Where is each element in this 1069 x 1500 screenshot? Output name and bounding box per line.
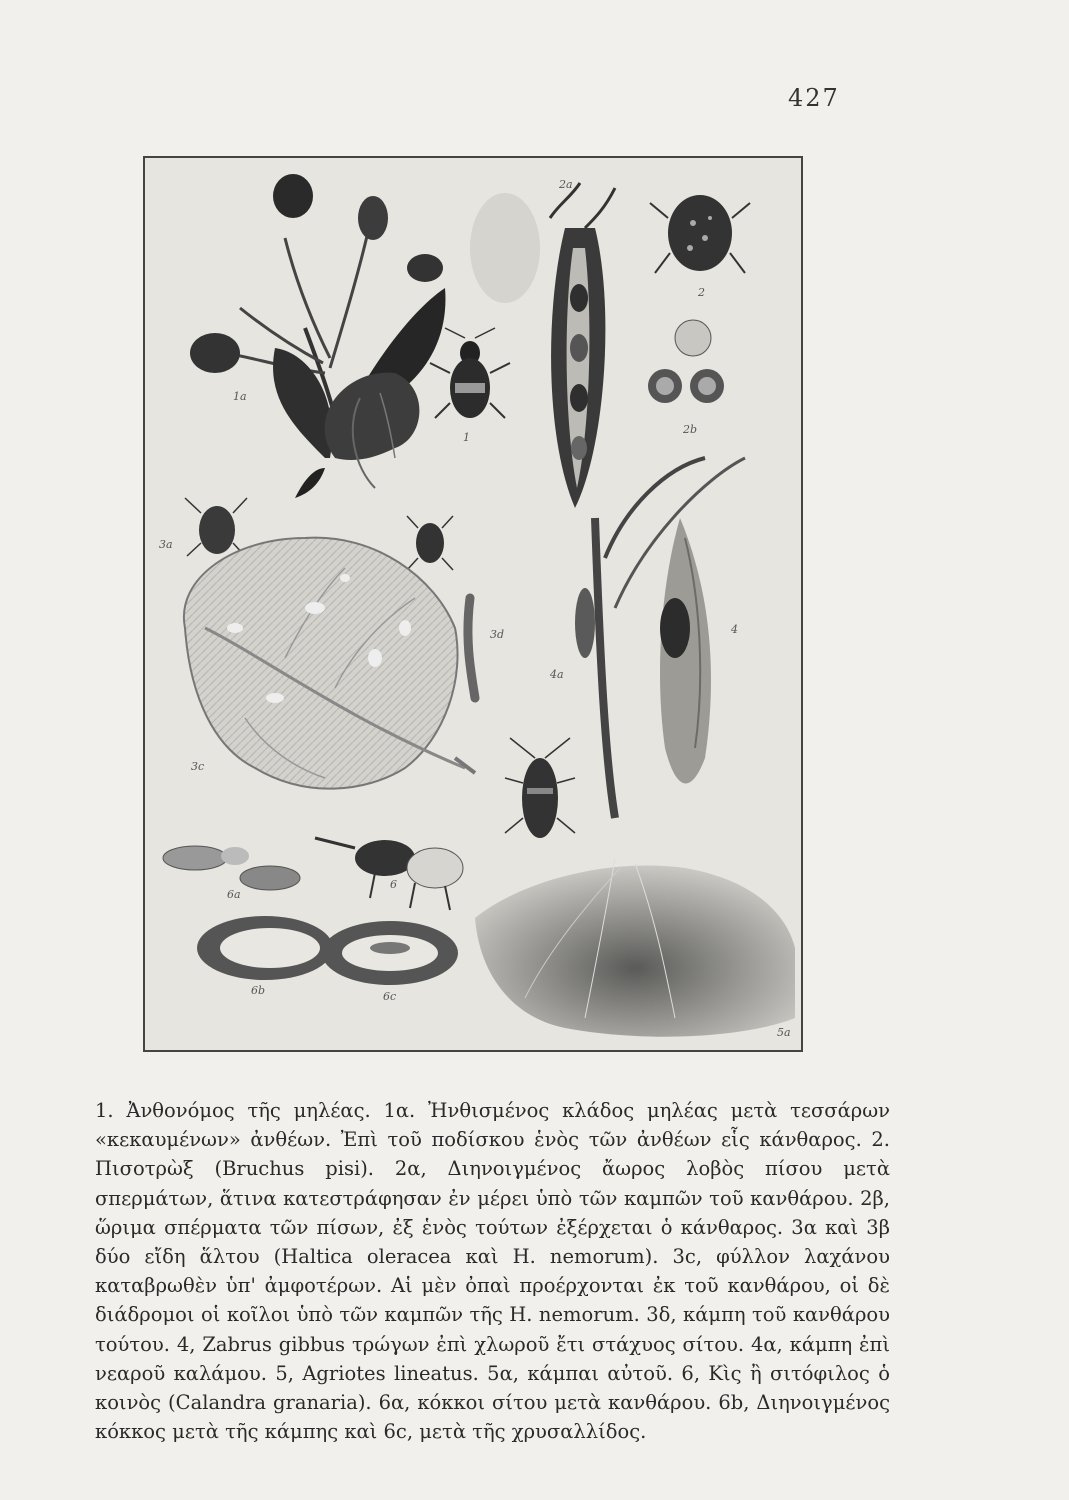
- apple-branch-drawing: [190, 174, 540, 498]
- label-1a: 1a: [233, 390, 247, 403]
- label-2b: 2b: [683, 423, 698, 436]
- wheat-grains-6a-drawing: [163, 846, 300, 901]
- flea-beetle-3b-drawing: [407, 516, 453, 570]
- pea-beetle-drawing: [650, 195, 750, 299]
- soil-roots-drawing: [475, 858, 795, 1039]
- label-1: 1: [463, 431, 470, 444]
- larva-3d-drawing: [468, 598, 504, 698]
- plate-drawing: [145, 158, 801, 1050]
- figure-caption: 1. Ἀνθονόμος τῆς μηλέας. 1α. Ἠνθισμένος κλάδος μηλέας μετὰ τεσσάρων «κεκαυμένων» ἀνθέων. Ἐπὶ τοῦ ποδίσκου ἑνὸς τῶν ἀνθέων εἷς κάνθαρος. 2. Πισοτρὼξ (Bruchus pisi). 2α, Διηνοιγμένος ἄωρος λοβὸς πίσου μετὰ σπερμάτων, ἅτινα κατεστράφησαν ἐν μέρει ὑπὸ τῶν καμπῶν τοῦ κανθάρου. 2β, ὥριμα σπέρματα τῶν πίσων, ἐξ ἑνὸς τούτων ἐξέρχεται ὁ κάνθαρος. 3α καὶ 3β δύο εἴδη ἅλτου (Haltica oleracea καὶ H. nemorum). 3c, φύλλον λαχάνου καταβρωθὲν ὑπ' ἀμφοτέρων. Αἱ μὲν ὀπαὶ προέρχονται ἐκ τοῦ κανθάρου, οἱ δὲ διάδρομοι οἱ κοῖλοι ὑπὸ τῶν καμπῶν τῆς H. nemorum. 3δ, κάμπη τοῦ κανθάρου τούτου. 4, Zabrus gibbus τρώγων ἐπὶ χλωροῦ ἔτι στάχυος σίτου. 4α, κάμπη ἐπὶ νεαροῦ καλάμου. 5, Agriotes lineatus. 5α, κάμπαι αὐτοῦ. 6, Κὶς ἢ σιτόφιλος ὁ κοινὸς (Calandra granaria). 6α, κόκκοι σίτου μετὰ κανθάρου. 6b, Διηνοιγμένος κόκκος μετὰ τῆς κάμπης καὶ 6c, μετὰ τῆς χρυσαλλίδος.: [95, 1099, 890, 1444]
- grain-weevil-drawing: [315, 838, 463, 910]
- label-3c: 3c: [191, 760, 205, 773]
- illustration-plate: [143, 156, 803, 1052]
- cabbage-leaf-drawing: [184, 538, 475, 789]
- label-2: 2: [698, 286, 705, 299]
- wheat-ear-drawing: [595, 458, 745, 818]
- opened-grains-drawing: [197, 916, 458, 1003]
- label-5a: 5a: [777, 1026, 791, 1039]
- pea-pod-drawing: [550, 178, 615, 508]
- label-6a: 6a: [227, 888, 241, 901]
- label-2a: 2a: [559, 178, 573, 191]
- click-beetle-drawing: [505, 738, 575, 838]
- flea-beetle-3a-drawing: [159, 498, 247, 556]
- label-6: 6: [390, 878, 397, 891]
- label-6b: 6b: [251, 984, 266, 997]
- page-number: 427: [788, 84, 840, 112]
- pea-seeds-drawing: [648, 320, 724, 436]
- label-6c: 6c: [383, 990, 397, 1003]
- label-4: 4: [731, 623, 738, 636]
- label-4a: 4a: [550, 668, 564, 681]
- larva-4a-drawing: [549, 588, 595, 681]
- label-3d: 3d: [490, 628, 505, 641]
- label-3a: 3a: [159, 538, 173, 551]
- apple-weevil-drawing: [430, 328, 510, 444]
